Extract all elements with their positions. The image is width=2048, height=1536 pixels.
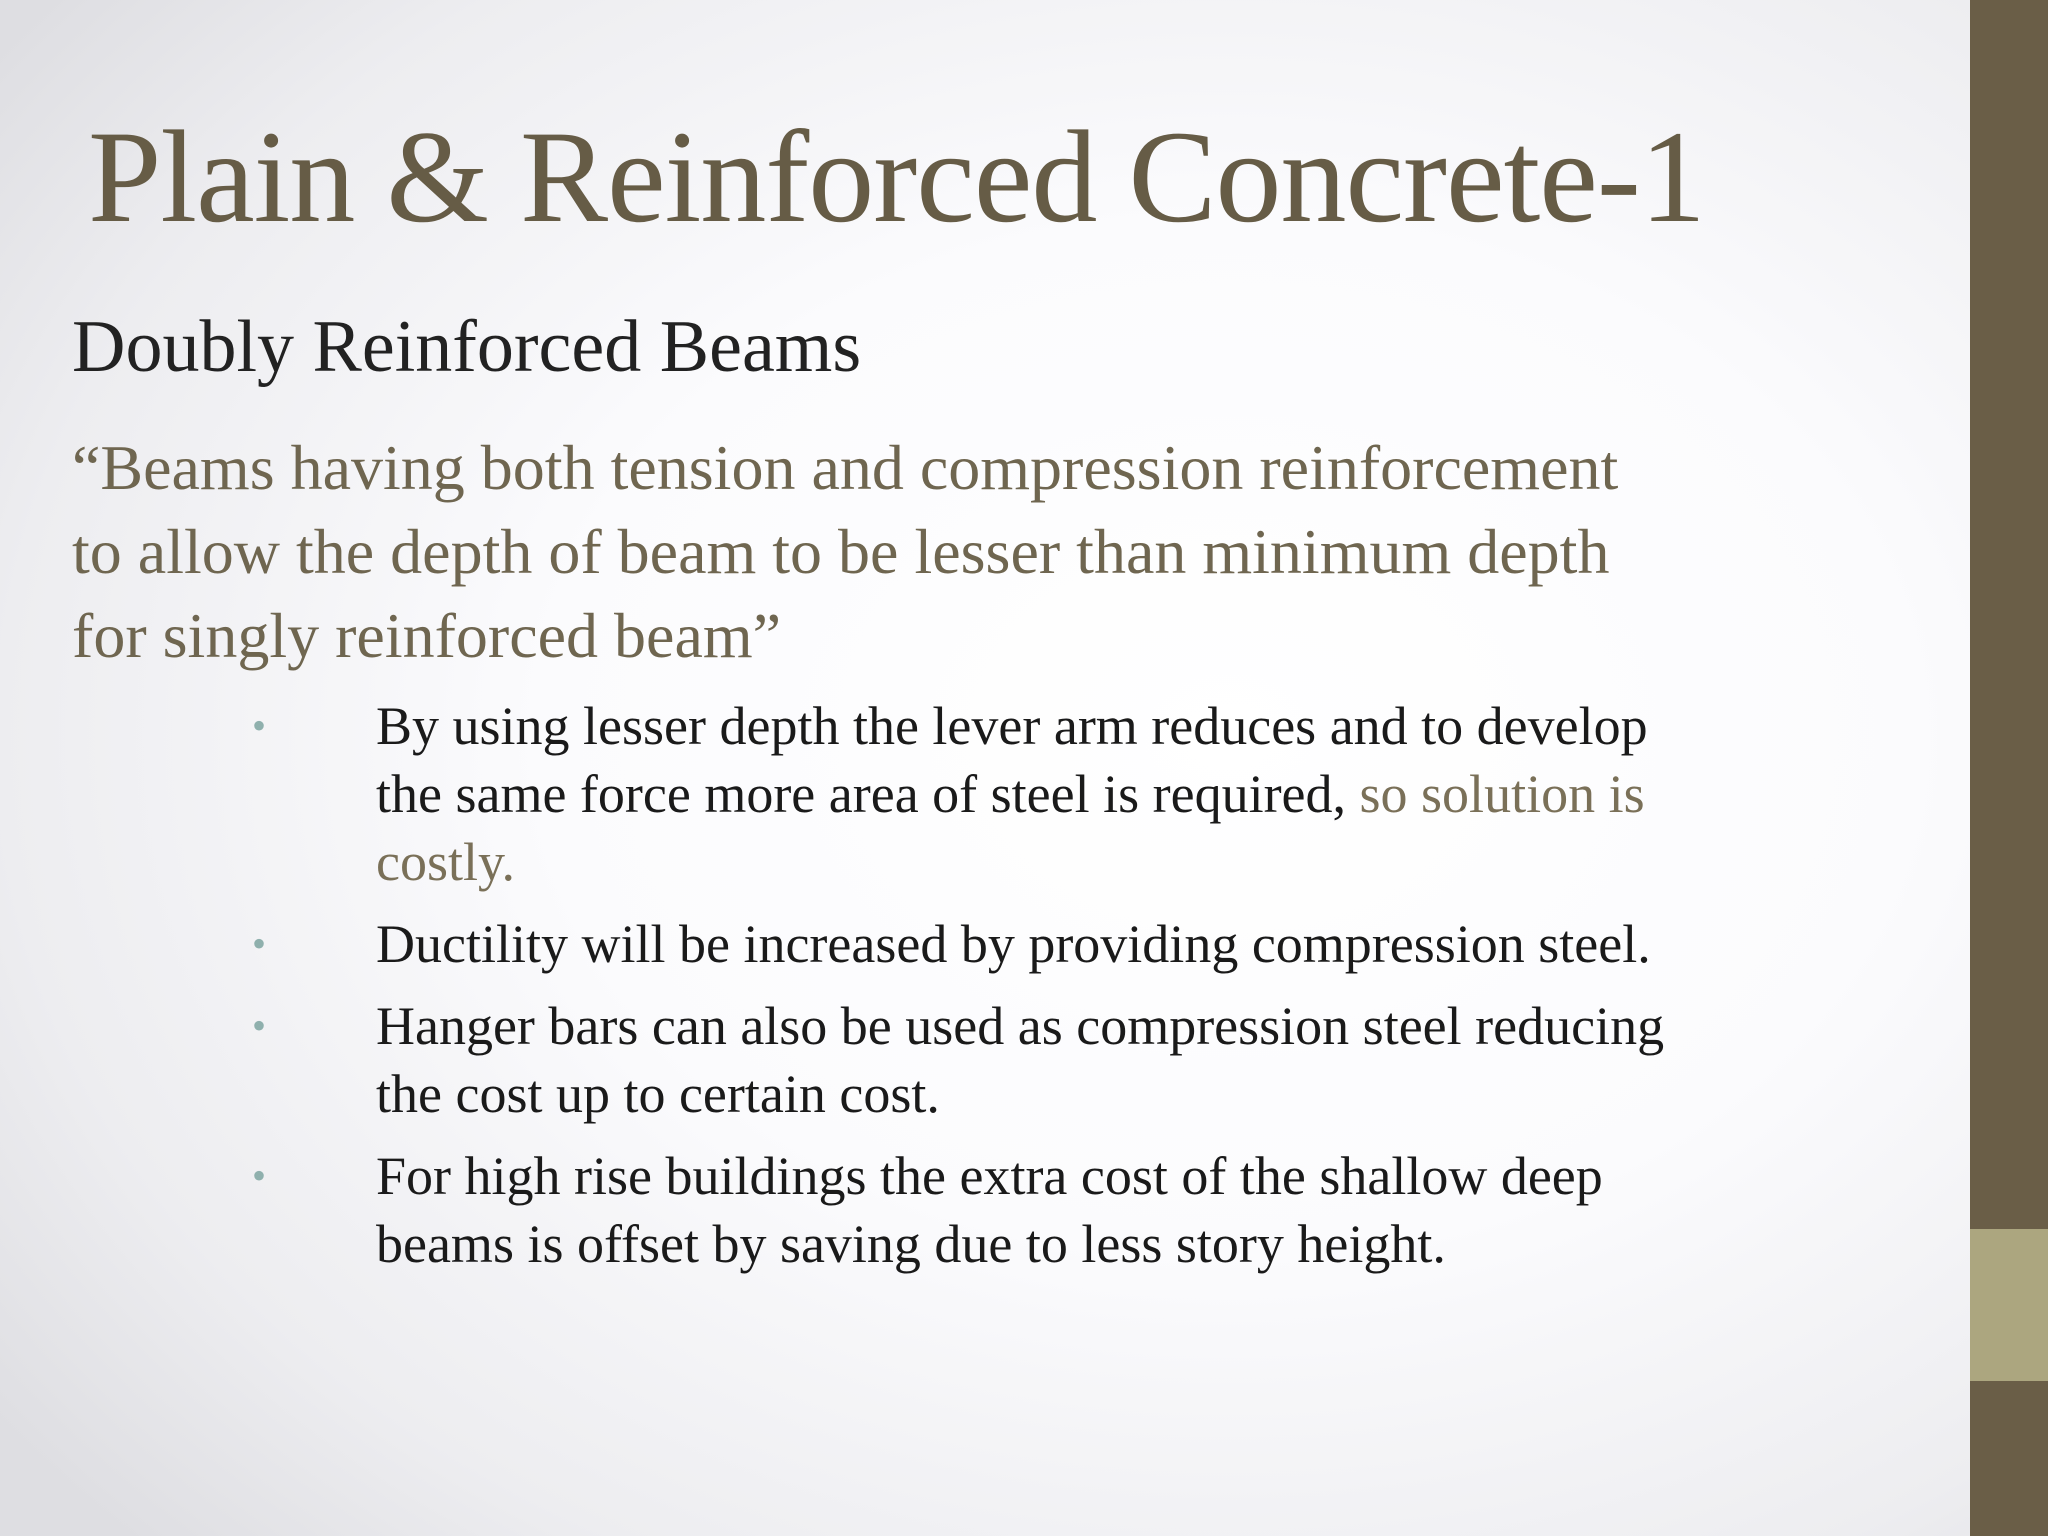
bullet-list — [240, 692, 1880, 1292]
slide-subtitle: Doubly Reinforced Beams — [72, 306, 862, 388]
bullet-1-highlight-1: so solution is — [1359, 764, 1645, 824]
bullet-dot-icon: • — [252, 703, 267, 748]
bullet-item-1 — [240, 692, 1880, 896]
bullet-1-line-2-text: the same force more area of steel is required, — [376, 764, 1360, 824]
bullet-3-line-1: Hanger bars can also be used as compression steel reducing — [376, 996, 1665, 1056]
bullet-dot-icon: • — [252, 1153, 267, 1198]
bullet-item-3 — [240, 992, 1880, 1128]
bullet-dot-icon: • — [252, 1003, 267, 1048]
quote-line-3: for singly reinforced beam” — [72, 600, 782, 671]
bullet-4-line-1: For high rise buildings the extra cost of the shallow deep — [376, 1146, 1603, 1206]
bullet-1-highlight-2: costly. — [376, 832, 515, 892]
bullet-1-line-1: By using lesser depth the lever arm reduces and to develop — [376, 696, 1648, 756]
side-decorative-bar — [1970, 0, 2048, 1536]
quote-line-1: “Beams having both tension and compression reinforcement — [72, 432, 1619, 503]
bullet-item-4 — [240, 1142, 1880, 1278]
bullet-1-line-2 — [376, 760, 1880, 828]
slide-title: Plain & Reinforced Concrete-1 — [88, 103, 1705, 250]
bullet-dot-icon: • — [252, 921, 267, 966]
bullet-item-2 — [240, 910, 1880, 978]
side-bar-accent — [1970, 1229, 2048, 1381]
bullet-2-line-1: Ductility will be increased by providing compression steel. — [376, 914, 1651, 974]
quote-line-2: to allow the depth of beam to be lesser than minimum depth — [72, 516, 1610, 587]
definition-quote — [72, 426, 1952, 678]
bullet-4-line-2: beams is offset by saving due to less story height. — [376, 1214, 1446, 1274]
bullet-3-line-2: the cost up to certain cost. — [376, 1064, 940, 1124]
